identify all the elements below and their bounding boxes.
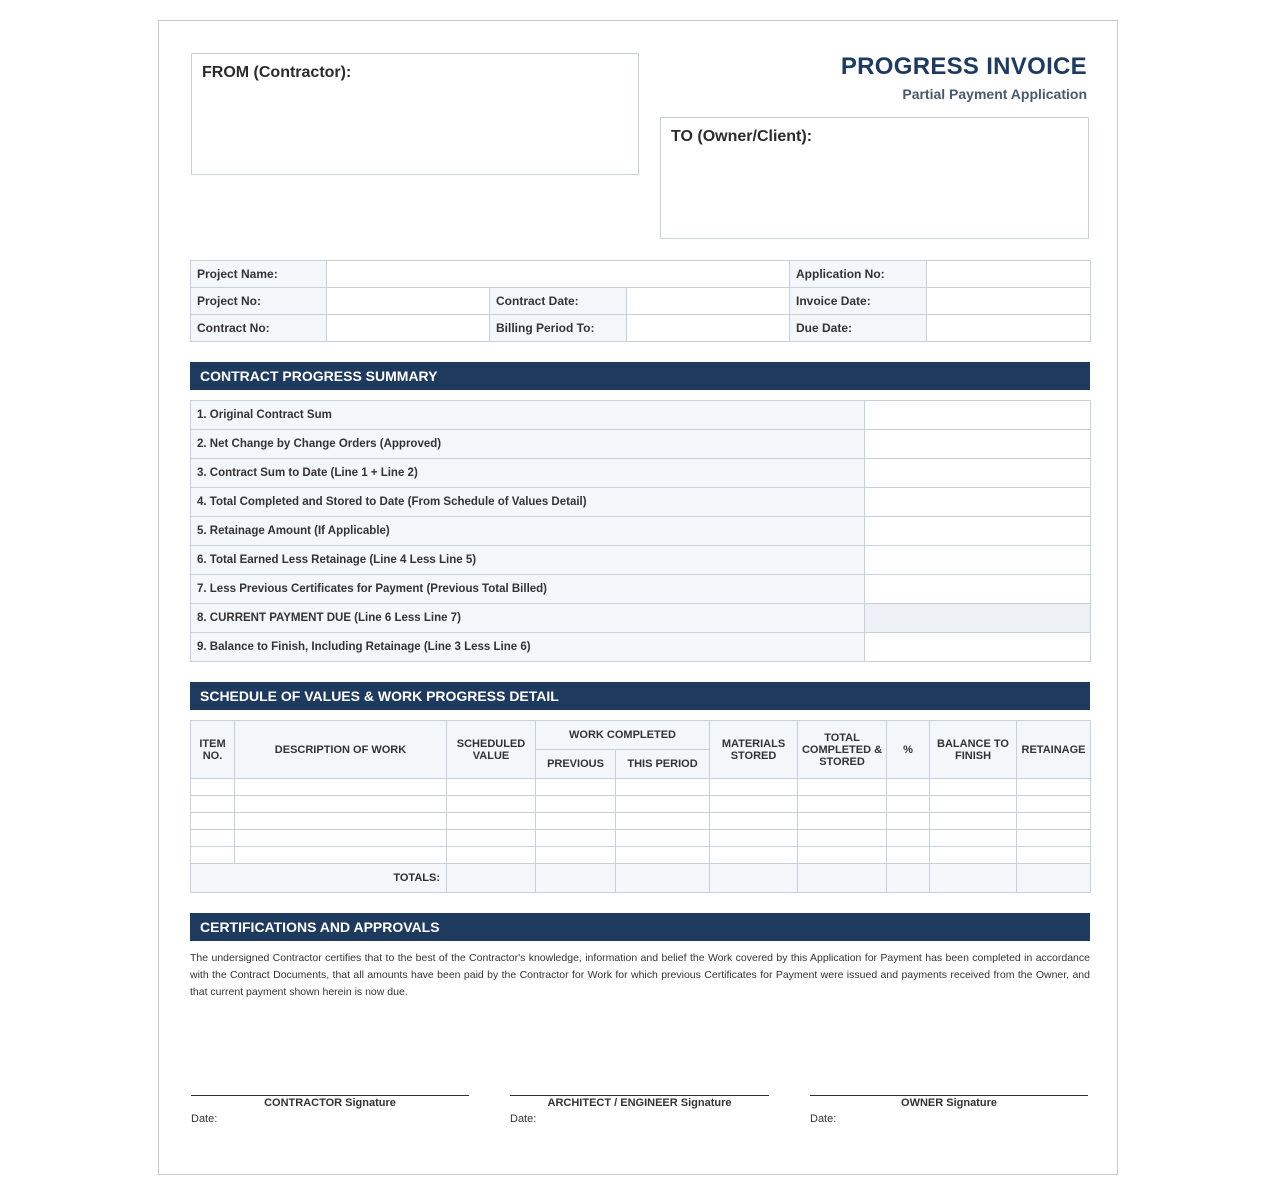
total-retainage[interactable] bbox=[1017, 864, 1091, 893]
col-this-period: THIS PERIOD bbox=[616, 750, 710, 779]
total-balance[interactable] bbox=[930, 864, 1017, 893]
summary-line-label: 6. Total Earned Less Retainage (Line 4 Less Line 5) bbox=[191, 546, 865, 575]
col-retainage: RETAINAGE bbox=[1017, 721, 1091, 779]
total-materials-stored[interactable] bbox=[710, 864, 798, 893]
col-balance-to-finish: BALANCE TO FINISH bbox=[930, 721, 1017, 779]
table-row bbox=[191, 847, 1091, 864]
invoice-date-field[interactable] bbox=[927, 288, 1091, 315]
summary-line-value[interactable] bbox=[865, 430, 1091, 459]
project-name-label: Project Name: bbox=[191, 261, 327, 288]
invoice-page bbox=[158, 20, 1118, 1175]
application-no-field[interactable] bbox=[927, 261, 1091, 288]
project-info-table bbox=[190, 260, 1091, 342]
col-materials-stored: MATERIALS STORED bbox=[710, 721, 798, 779]
col-previous: PREVIOUS bbox=[536, 750, 616, 779]
total-scheduled-value[interactable] bbox=[447, 864, 536, 893]
invoice-date-label: Invoice Date: bbox=[790, 288, 927, 315]
project-name-field[interactable] bbox=[327, 261, 790, 288]
owner-signature-block[interactable] bbox=[810, 1095, 1088, 1125]
from-contractor-label: FROM (Contractor): bbox=[202, 64, 352, 81]
summary-line-value[interactable] bbox=[865, 633, 1091, 662]
summary-line-value[interactable] bbox=[865, 488, 1091, 517]
col-percent: % bbox=[887, 721, 930, 779]
summary-line-value[interactable] bbox=[865, 459, 1091, 488]
summary-row bbox=[191, 430, 1091, 459]
col-description: DESCRIPTION OF WORK bbox=[235, 721, 447, 779]
summary-row bbox=[191, 546, 1091, 575]
summary-line-value[interactable] bbox=[865, 575, 1091, 604]
col-total-completed: TOTAL COMPLETED & STORED bbox=[798, 721, 887, 779]
total-previous[interactable] bbox=[536, 864, 616, 893]
totals-row bbox=[191, 864, 1091, 893]
certifications-heading: CERTIFICATIONS AND APPROVALS bbox=[190, 913, 1090, 941]
billing-period-label: Billing Period To: bbox=[490, 315, 627, 342]
billing-period-field[interactable] bbox=[627, 315, 790, 342]
signature-line bbox=[510, 1095, 769, 1096]
table-row bbox=[191, 830, 1091, 847]
contractor-signature-label: CONTRACTOR Signature bbox=[264, 1097, 396, 1109]
summary-line-label: 3. Contract Sum to Date (Line 1 + Line 2) bbox=[191, 459, 865, 488]
signature-line bbox=[191, 1095, 469, 1096]
totals-label: TOTALS: bbox=[191, 864, 447, 893]
page-subtitle: Partial Payment Application bbox=[902, 86, 1087, 102]
page-title: PROGRESS INVOICE bbox=[840, 53, 1087, 80]
schedule-of-values-table bbox=[190, 720, 1091, 893]
application-no-label: Application No: bbox=[790, 261, 927, 288]
current-payment-due-value[interactable] bbox=[865, 604, 1091, 633]
summary-row bbox=[191, 488, 1091, 517]
col-work-completed: WORK COMPLETED bbox=[536, 721, 710, 750]
summary-line-label: 5. Retainage Amount (If Applicable) bbox=[191, 517, 865, 546]
summary-line-label: 9. Balance to Finish, Including Retainage (Line 3 Less Line 6) bbox=[191, 633, 865, 662]
summary-line-value[interactable] bbox=[865, 546, 1091, 575]
col-scheduled-value: SCHEDULED VALUE bbox=[447, 721, 536, 779]
signature-line bbox=[810, 1095, 1088, 1096]
certification-statement: The undersigned Contractor certifies that to the best of the Contractor's knowledge, information and belief the Work covered by this Application for Payment has been completed in accordance with the Contract Documents, that all amounts have been paid by the Contractor for Work for which previous Certificates for Payment were issued and payments received from the Owner, and that current payment shown herein is now due. bbox=[190, 952, 1090, 998]
schedule-of-values-heading: SCHEDULE OF VALUES & WORK PROGRESS DETAIL bbox=[190, 682, 1090, 710]
contract-date-field[interactable] bbox=[627, 288, 790, 315]
summary-line-value[interactable] bbox=[865, 401, 1091, 430]
project-no-field[interactable] bbox=[327, 288, 490, 315]
summary-row-current-payment bbox=[191, 604, 1091, 633]
total-percent[interactable] bbox=[887, 864, 930, 893]
contractor-date-label: Date: bbox=[191, 1113, 218, 1125]
project-no-label: Project No: bbox=[191, 288, 327, 315]
to-owner-label: TO (Owner/Client): bbox=[671, 128, 813, 145]
contractor-signature-block[interactable] bbox=[191, 1095, 469, 1125]
contract-date-label: Contract Date: bbox=[490, 288, 627, 315]
due-date-label: Due Date: bbox=[790, 315, 927, 342]
total-this-period[interactable] bbox=[616, 864, 710, 893]
due-date-field[interactable] bbox=[927, 315, 1091, 342]
summary-row bbox=[191, 517, 1091, 546]
table-row bbox=[191, 779, 1091, 796]
to-owner-box[interactable] bbox=[660, 117, 1089, 239]
table-row bbox=[191, 813, 1091, 830]
summary-line-label: 1. Original Contract Sum bbox=[191, 401, 865, 430]
summary-row bbox=[191, 633, 1091, 662]
contract-summary-heading: CONTRACT PROGRESS SUMMARY bbox=[190, 362, 1090, 390]
summary-row bbox=[191, 401, 1091, 430]
summary-row bbox=[191, 459, 1091, 488]
summary-line-value[interactable] bbox=[865, 517, 1091, 546]
summary-line-label: 4. Total Completed and Stored to Date (From Schedule of Values Detail) bbox=[191, 488, 865, 517]
contract-summary-table bbox=[190, 400, 1091, 662]
from-contractor-box[interactable] bbox=[191, 53, 639, 175]
col-item-no: ITEM NO. bbox=[191, 721, 235, 779]
table-row bbox=[191, 796, 1091, 813]
summary-line-label: 2. Net Change by Change Orders (Approved) bbox=[191, 430, 865, 459]
contract-no-field[interactable] bbox=[327, 315, 490, 342]
architect-signature-label: ARCHITECT / ENGINEER Signature bbox=[547, 1097, 732, 1109]
architect-date-label: Date: bbox=[510, 1113, 537, 1125]
summary-line-label: 8. CURRENT PAYMENT DUE (Line 6 Less Line 7) bbox=[191, 604, 865, 633]
contract-no-label: Contract No: bbox=[191, 315, 327, 342]
summary-line-label: 7. Less Previous Certificates for Payment (Previous Total Billed) bbox=[191, 575, 865, 604]
architect-signature-block[interactable] bbox=[510, 1095, 769, 1125]
total-completed-stored[interactable] bbox=[798, 864, 887, 893]
owner-date-label: Date: bbox=[810, 1113, 837, 1125]
summary-row bbox=[191, 575, 1091, 604]
owner-signature-label: OWNER Signature bbox=[901, 1097, 997, 1109]
